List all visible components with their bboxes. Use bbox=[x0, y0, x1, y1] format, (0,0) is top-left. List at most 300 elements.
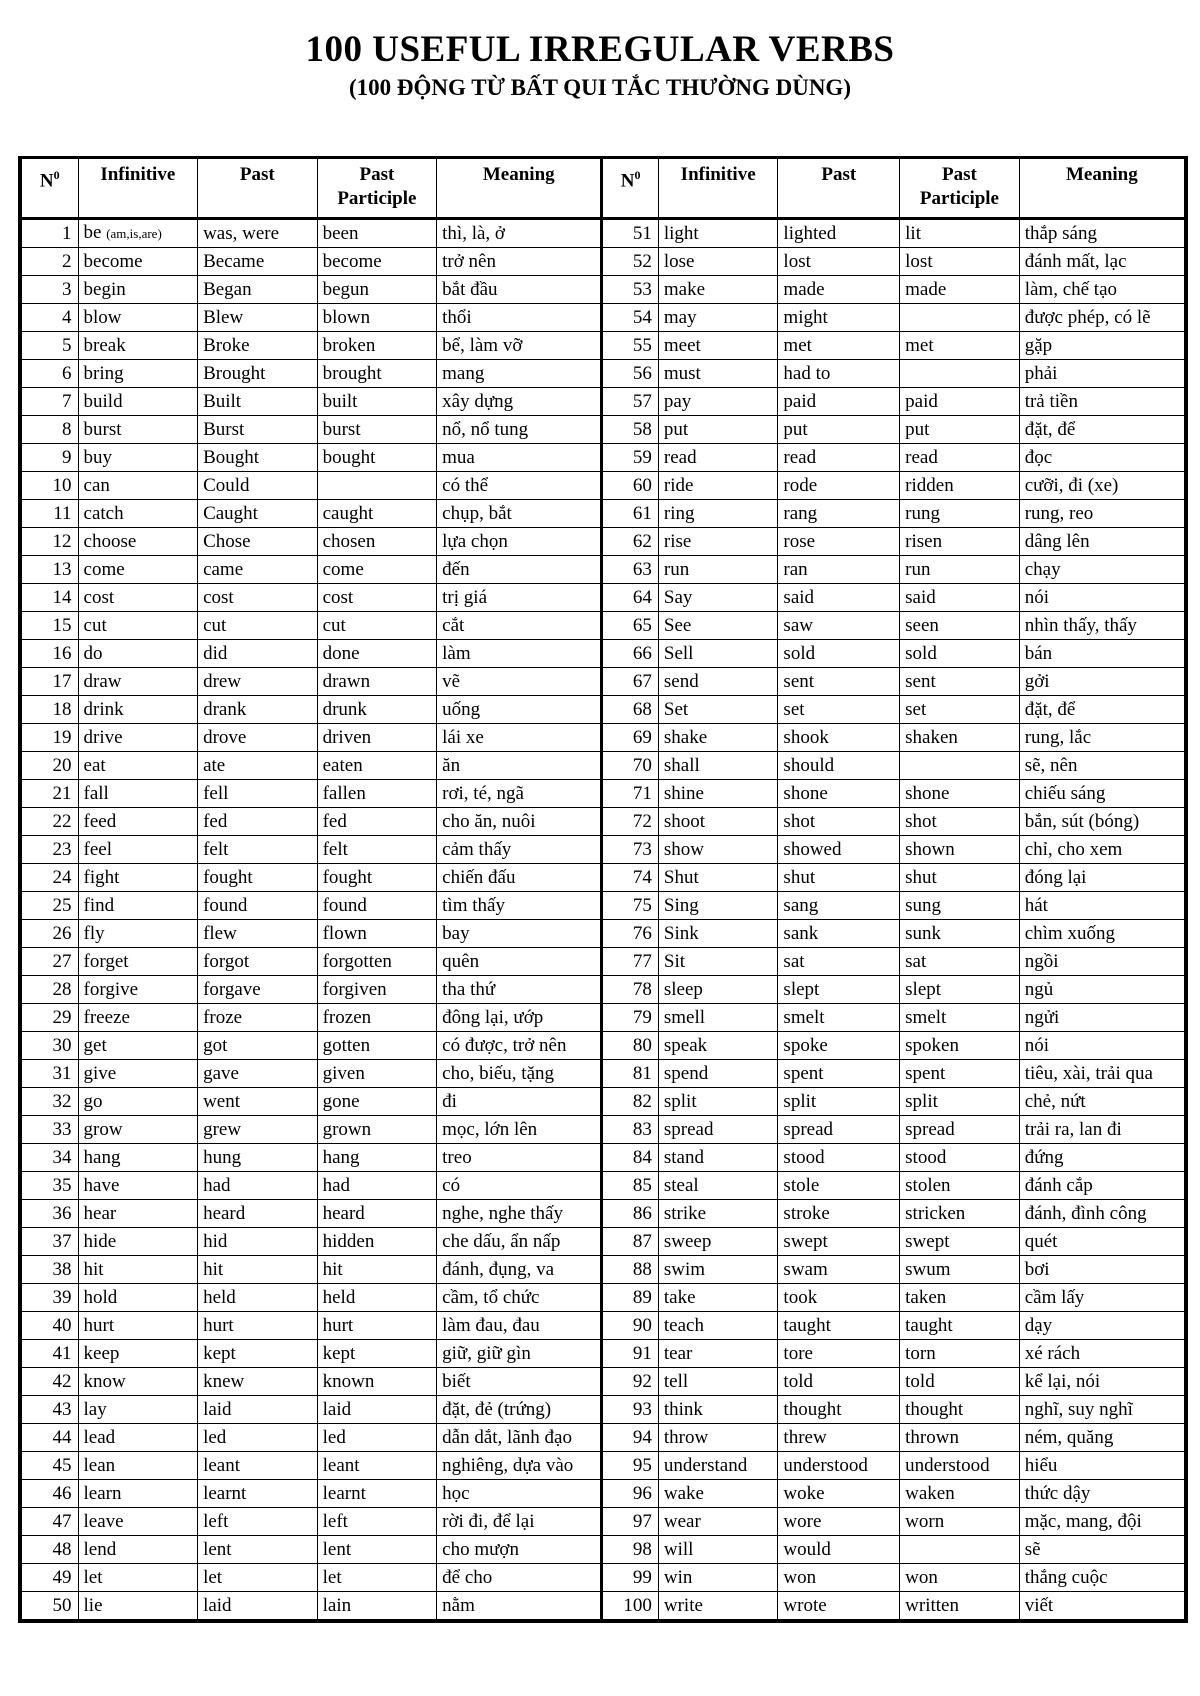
verb-past: lent bbox=[198, 1536, 318, 1564]
table-row bbox=[22, 1144, 1185, 1172]
verb-meaning: xây dựng bbox=[437, 388, 602, 416]
verb-meaning: hát bbox=[1019, 892, 1184, 920]
verb-meaning: viết bbox=[1019, 1592, 1184, 1620]
verb-number: 36 bbox=[22, 1200, 79, 1228]
verb-past-participle: said bbox=[900, 584, 1020, 612]
verb-infinitive-text: grow bbox=[83, 1118, 123, 1140]
verb-infinitive bbox=[658, 780, 778, 808]
verb-number: 38 bbox=[22, 1256, 79, 1284]
verb-infinitive-text: burst bbox=[83, 418, 122, 440]
verb-infinitive-text: light bbox=[663, 222, 699, 244]
verb-infinitive bbox=[78, 808, 198, 836]
verb-infinitive bbox=[78, 1396, 198, 1424]
verb-meaning: biết bbox=[437, 1368, 602, 1396]
verb-past-participle: sent bbox=[900, 668, 1020, 696]
verb-infinitive bbox=[78, 1368, 198, 1396]
verb-past-participle: rung bbox=[900, 500, 1020, 528]
verb-past-participle: leant bbox=[317, 1452, 437, 1480]
verb-past-participle bbox=[900, 752, 1020, 780]
verb-past-participle: chosen bbox=[317, 528, 437, 556]
verb-number: 25 bbox=[22, 892, 79, 920]
table-row bbox=[22, 472, 1185, 500]
verb-infinitive-text: teach bbox=[663, 1314, 704, 1336]
verb-past-participle: fed bbox=[317, 808, 437, 836]
verb-meaning: nghĩ, suy nghĩ bbox=[1019, 1396, 1184, 1424]
verb-infinitive-text: pay bbox=[663, 390, 692, 412]
verb-number: 46 bbox=[22, 1480, 79, 1508]
verb-past: saw bbox=[778, 612, 900, 640]
verb-past-participle: hidden bbox=[317, 1228, 437, 1256]
verb-past-participle: heard bbox=[317, 1200, 437, 1228]
verb-infinitive bbox=[658, 668, 778, 696]
verb-past-participle: gotten bbox=[317, 1032, 437, 1060]
verb-past-participle: done bbox=[317, 640, 437, 668]
verb-number: 40 bbox=[22, 1312, 79, 1340]
verb-past-participle: eaten bbox=[317, 752, 437, 780]
verb-infinitive-text: choose bbox=[83, 530, 137, 552]
verb-number: 63 bbox=[602, 556, 659, 584]
verb-number: 35 bbox=[22, 1172, 79, 1200]
verb-past-participle: broken bbox=[317, 332, 437, 360]
verb-infinitive-text: blow bbox=[83, 306, 122, 328]
verb-past: fell bbox=[198, 780, 318, 808]
verb-meaning: nghiêng, dựa vào bbox=[437, 1452, 602, 1480]
verb-past-participle: shaken bbox=[900, 724, 1020, 752]
verb-meaning: cho mượn bbox=[437, 1536, 602, 1564]
verb-infinitive bbox=[658, 1060, 778, 1088]
verb-past-participle: thrown bbox=[900, 1424, 1020, 1452]
verb-number: 5 bbox=[22, 332, 79, 360]
verb-meaning: gởi bbox=[1019, 668, 1184, 696]
table-row bbox=[22, 584, 1185, 612]
verb-number: 39 bbox=[22, 1284, 79, 1312]
verb-infinitive bbox=[78, 388, 198, 416]
verb-infinitive-text: throw bbox=[663, 1426, 709, 1448]
verb-infinitive-text: find bbox=[83, 894, 115, 916]
verb-past-participle: found bbox=[317, 892, 437, 920]
verb-number: 90 bbox=[602, 1312, 659, 1340]
verb-infinitive bbox=[78, 1424, 198, 1452]
verb-infinitive bbox=[78, 556, 198, 584]
verb-infinitive bbox=[658, 528, 778, 556]
verb-past: made bbox=[778, 276, 900, 304]
table-row bbox=[22, 920, 1185, 948]
verb-infinitive bbox=[658, 1396, 778, 1424]
verb-meaning: che dấu, ẩn nấp bbox=[437, 1228, 602, 1256]
table-row bbox=[22, 1228, 1185, 1256]
verb-infinitive bbox=[78, 1536, 198, 1564]
verb-past-participle: cut bbox=[317, 612, 437, 640]
verb-past: spent bbox=[778, 1060, 900, 1088]
verb-past: threw bbox=[778, 1424, 900, 1452]
verb-past-participle: come bbox=[317, 556, 437, 584]
verb-meaning: nằm bbox=[437, 1592, 602, 1620]
verb-infinitive bbox=[658, 1536, 778, 1564]
verb-meaning: kể lại, nói bbox=[1019, 1368, 1184, 1396]
verb-past: taught bbox=[778, 1312, 900, 1340]
verb-past: fed bbox=[198, 808, 318, 836]
table-row bbox=[22, 612, 1185, 640]
verb-number: 49 bbox=[22, 1564, 79, 1592]
verb-infinitive bbox=[78, 500, 198, 528]
verb-number: 79 bbox=[602, 1004, 659, 1032]
verb-infinitive bbox=[78, 640, 198, 668]
verb-number: 88 bbox=[602, 1256, 659, 1284]
verb-number: 12 bbox=[22, 528, 79, 556]
verb-past-participle: burst bbox=[317, 416, 437, 444]
verb-meaning: nhìn thấy, thấy bbox=[1019, 612, 1184, 640]
verb-past: lighted bbox=[778, 219, 900, 248]
verb-number: 50 bbox=[22, 1592, 79, 1620]
verb-meaning: nổ, nổ tung bbox=[437, 416, 602, 444]
verb-infinitive-text: lay bbox=[83, 1398, 107, 1420]
verb-past-participle: drawn bbox=[317, 668, 437, 696]
verb-infinitive-text: draw bbox=[83, 670, 122, 692]
verb-past: heard bbox=[198, 1200, 318, 1228]
verb-infinitive bbox=[658, 500, 778, 528]
verb-meaning: mọc, lớn lên bbox=[437, 1116, 602, 1144]
verb-past: led bbox=[198, 1424, 318, 1452]
verb-past: wrote bbox=[778, 1592, 900, 1620]
verb-meaning: trị giá bbox=[437, 584, 602, 612]
verb-past: won bbox=[778, 1564, 900, 1592]
verb-number: 34 bbox=[22, 1144, 79, 1172]
verb-number: 59 bbox=[602, 444, 659, 472]
verb-infinitive-text: feed bbox=[83, 810, 117, 832]
verb-infinitive bbox=[658, 920, 778, 948]
verb-infinitive-text: learn bbox=[83, 1482, 122, 1504]
verb-past-participle: grown bbox=[317, 1116, 437, 1144]
verb-infinitive-text: spread bbox=[663, 1118, 714, 1140]
table-row bbox=[22, 416, 1185, 444]
verb-past: Broke bbox=[198, 332, 318, 360]
verb-infinitive bbox=[78, 780, 198, 808]
verb-meaning: uống bbox=[437, 696, 602, 724]
verb-meaning: cầm lấy bbox=[1019, 1284, 1184, 1312]
verb-meaning: đến bbox=[437, 556, 602, 584]
verb-infinitive-text: keep bbox=[83, 1342, 120, 1364]
verb-infinitive-text: ride bbox=[663, 474, 694, 496]
verb-past-participle: blown bbox=[317, 304, 437, 332]
verb-past-participle: lain bbox=[317, 1592, 437, 1620]
verb-meaning: làm bbox=[437, 640, 602, 668]
verb-past: took bbox=[778, 1284, 900, 1312]
verb-infinitive-text: stand bbox=[663, 1146, 704, 1168]
verb-meaning: rời đi, để lại bbox=[437, 1508, 602, 1536]
verb-past: cost bbox=[198, 584, 318, 612]
verb-infinitive bbox=[78, 1340, 198, 1368]
verb-past-participle: felt bbox=[317, 836, 437, 864]
verb-infinitive bbox=[658, 584, 778, 612]
verb-infinitive-text: know bbox=[83, 1370, 126, 1392]
verb-infinitive-text: lend bbox=[83, 1538, 117, 1560]
verb-infinitive-text: lead bbox=[83, 1426, 116, 1448]
verb-infinitive bbox=[78, 1004, 198, 1032]
verb-meaning: vẽ bbox=[437, 668, 602, 696]
verb-infinitive-text: fight bbox=[83, 866, 120, 888]
table-row bbox=[22, 1312, 1185, 1340]
header-past: Past bbox=[198, 159, 318, 219]
verb-past: lost bbox=[778, 248, 900, 276]
verb-number: 23 bbox=[22, 836, 79, 864]
verb-infinitive bbox=[658, 472, 778, 500]
verb-infinitive bbox=[658, 1480, 778, 1508]
table-row bbox=[22, 752, 1185, 780]
verb-past: shot bbox=[778, 808, 900, 836]
verb-meaning: chụp, bắt bbox=[437, 500, 602, 528]
verb-meaning: chỉ, cho xem bbox=[1019, 836, 1184, 864]
verb-infinitive bbox=[658, 1508, 778, 1536]
verb-past-participle: risen bbox=[900, 528, 1020, 556]
verb-infinitive bbox=[658, 276, 778, 304]
verb-past-participle: read bbox=[900, 444, 1020, 472]
verb-number: 17 bbox=[22, 668, 79, 696]
verb-number: 84 bbox=[602, 1144, 659, 1172]
verb-meaning: dâng lên bbox=[1019, 528, 1184, 556]
verb-meaning: cắt bbox=[437, 612, 602, 640]
verb-infinitive-text: give bbox=[83, 1062, 117, 1084]
table-row bbox=[22, 1256, 1185, 1284]
verb-infinitive bbox=[658, 724, 778, 752]
verb-meaning: trải ra, lan đi bbox=[1019, 1116, 1184, 1144]
verb-past: found bbox=[198, 892, 318, 920]
verb-past-participle: waken bbox=[900, 1480, 1020, 1508]
verb-meaning: ngửi bbox=[1019, 1004, 1184, 1032]
verb-past-participle: stolen bbox=[900, 1172, 1020, 1200]
verb-infinitive bbox=[658, 836, 778, 864]
verb-infinitive bbox=[78, 276, 198, 304]
verb-meaning: dạy bbox=[1019, 1312, 1184, 1340]
verb-infinitive bbox=[78, 1172, 198, 1200]
verb-number: 10 bbox=[22, 472, 79, 500]
table-row bbox=[22, 668, 1185, 696]
verb-past-participle: hang bbox=[317, 1144, 437, 1172]
verb-number: 70 bbox=[602, 752, 659, 780]
verb-number: 58 bbox=[602, 416, 659, 444]
verb-infinitive bbox=[658, 1228, 778, 1256]
verb-meaning: thắp sáng bbox=[1019, 219, 1184, 248]
table-row bbox=[22, 1172, 1185, 1200]
verb-infinitive bbox=[658, 1116, 778, 1144]
verb-past-participle: frozen bbox=[317, 1004, 437, 1032]
verb-infinitive-text: catch bbox=[83, 502, 124, 524]
verb-infinitive bbox=[78, 332, 198, 360]
verb-past: felt bbox=[198, 836, 318, 864]
verb-number: 22 bbox=[22, 808, 79, 836]
verb-past: let bbox=[198, 1564, 318, 1592]
verb-number: 81 bbox=[602, 1060, 659, 1088]
verb-infinitive-text: meet bbox=[663, 334, 701, 356]
verb-meaning: bán bbox=[1019, 640, 1184, 668]
verb-number: 30 bbox=[22, 1032, 79, 1060]
verb-past: held bbox=[198, 1284, 318, 1312]
verb-infinitive bbox=[658, 976, 778, 1004]
verb-infinitive-text: shine bbox=[663, 782, 704, 804]
verb-infinitive bbox=[78, 948, 198, 976]
verb-number: 21 bbox=[22, 780, 79, 808]
verb-infinitive bbox=[78, 612, 198, 640]
verb-past: paid bbox=[778, 388, 900, 416]
verb-past-participle: smelt bbox=[900, 1004, 1020, 1032]
verb-meaning: cho, biếu, tặng bbox=[437, 1060, 602, 1088]
verb-infinitive-text: drive bbox=[83, 726, 123, 748]
verb-infinitive-note: (am,is,are) bbox=[106, 226, 162, 241]
verb-past: did bbox=[198, 640, 318, 668]
verb-past: hid bbox=[198, 1228, 318, 1256]
verb-meaning: đánh, đình công bbox=[1019, 1200, 1184, 1228]
verb-past-participle: met bbox=[900, 332, 1020, 360]
verb-number: 51 bbox=[602, 219, 659, 248]
verb-number: 65 bbox=[602, 612, 659, 640]
verb-past-participle: taught bbox=[900, 1312, 1020, 1340]
table-header-row bbox=[22, 159, 1185, 219]
verb-meaning: tha thứ bbox=[437, 976, 602, 1004]
verb-meaning: bắn, sút (bóng) bbox=[1019, 808, 1184, 836]
verb-meaning: tiêu, xài, trải qua bbox=[1019, 1060, 1184, 1088]
verb-meaning: ăn bbox=[437, 752, 602, 780]
verb-past-participle: ridden bbox=[900, 472, 1020, 500]
verb-number: 93 bbox=[602, 1396, 659, 1424]
table-row bbox=[22, 640, 1185, 668]
verb-number: 87 bbox=[602, 1228, 659, 1256]
verb-infinitive-text: begin bbox=[83, 278, 126, 300]
verb-infinitive bbox=[658, 1592, 778, 1620]
table-row bbox=[22, 1284, 1185, 1312]
verb-number: 60 bbox=[602, 472, 659, 500]
table-row bbox=[22, 304, 1185, 332]
verb-number: 20 bbox=[22, 752, 79, 780]
verb-infinitive bbox=[658, 360, 778, 388]
verb-past: slept bbox=[778, 976, 900, 1004]
verb-infinitive bbox=[658, 808, 778, 836]
verb-meaning: rung, lắc bbox=[1019, 724, 1184, 752]
verb-past: drew bbox=[198, 668, 318, 696]
verb-infinitive-text: Sell bbox=[663, 642, 694, 664]
verb-number: 33 bbox=[22, 1116, 79, 1144]
verb-meaning: sẽ, nên bbox=[1019, 752, 1184, 780]
verb-infinitive-text: take bbox=[663, 1286, 696, 1308]
verb-meaning: sẽ bbox=[1019, 1536, 1184, 1564]
verb-number: 71 bbox=[602, 780, 659, 808]
verb-infinitive bbox=[78, 752, 198, 780]
table-row bbox=[22, 1340, 1185, 1368]
verb-meaning: có thể bbox=[437, 472, 602, 500]
verb-past-participle: fallen bbox=[317, 780, 437, 808]
verb-past-participle: laid bbox=[317, 1396, 437, 1424]
verb-infinitive-text: fall bbox=[83, 782, 109, 804]
verb-infinitive bbox=[78, 1508, 198, 1536]
verb-past-participle: sat bbox=[900, 948, 1020, 976]
verb-meaning: giữ, giữ gìn bbox=[437, 1340, 602, 1368]
verb-meaning: đặt, đẻ (trứng) bbox=[437, 1396, 602, 1424]
verb-infinitive-text: will bbox=[663, 1538, 694, 1560]
verb-infinitive bbox=[658, 304, 778, 332]
verb-past: wore bbox=[778, 1508, 900, 1536]
verb-number: 94 bbox=[602, 1424, 659, 1452]
verb-infinitive bbox=[78, 1088, 198, 1116]
header-meaning: Meaning bbox=[437, 159, 602, 219]
verb-past: leant bbox=[198, 1452, 318, 1480]
verb-past: Burst bbox=[198, 416, 318, 444]
verb-number: 43 bbox=[22, 1396, 79, 1424]
irregular-verbs-table bbox=[21, 159, 1185, 1620]
verb-past: grew bbox=[198, 1116, 318, 1144]
verb-infinitive-text: sleep bbox=[663, 978, 703, 1000]
verb-meaning: lựa chọn bbox=[437, 528, 602, 556]
verb-past-participle: known bbox=[317, 1368, 437, 1396]
verb-number: 47 bbox=[22, 1508, 79, 1536]
table-row bbox=[22, 1592, 1185, 1620]
verb-number: 62 bbox=[602, 528, 659, 556]
verb-past: flew bbox=[198, 920, 318, 948]
verb-meaning: cảm thấy bbox=[437, 836, 602, 864]
verb-infinitive-text: can bbox=[83, 474, 110, 496]
verb-infinitive-text: hang bbox=[83, 1146, 121, 1168]
verb-past-participle: spent bbox=[900, 1060, 1020, 1088]
verb-number: 44 bbox=[22, 1424, 79, 1452]
verb-infinitive-text: rise bbox=[663, 530, 692, 552]
table-row bbox=[22, 1480, 1185, 1508]
verb-past-participle: written bbox=[900, 1592, 1020, 1620]
verb-infinitive bbox=[658, 864, 778, 892]
verb-past: hit bbox=[198, 1256, 318, 1284]
verb-meaning: đặt, để bbox=[1019, 696, 1184, 724]
verb-past-participle: led bbox=[317, 1424, 437, 1452]
verb-past: stroke bbox=[778, 1200, 900, 1228]
verb-infinitive bbox=[78, 444, 198, 472]
verb-infinitive-text: shall bbox=[663, 754, 700, 776]
verb-number: 28 bbox=[22, 976, 79, 1004]
verb-infinitive bbox=[78, 1312, 198, 1340]
verb-past-participle: spoken bbox=[900, 1032, 1020, 1060]
verb-past: froze bbox=[198, 1004, 318, 1032]
verb-number: 97 bbox=[602, 1508, 659, 1536]
verb-past-participle: set bbox=[900, 696, 1020, 724]
verb-infinitive-text: write bbox=[663, 1594, 703, 1616]
header-meaning: Meaning bbox=[1019, 159, 1184, 219]
verb-past: rang bbox=[778, 500, 900, 528]
verb-number: 19 bbox=[22, 724, 79, 752]
verb-infinitive-text: become bbox=[83, 250, 143, 272]
verb-infinitive bbox=[78, 1144, 198, 1172]
verb-infinitive-text: smell bbox=[663, 1006, 706, 1028]
verb-meaning: chiếu sáng bbox=[1019, 780, 1184, 808]
verb-infinitive-text: run bbox=[663, 558, 690, 580]
verb-number: 48 bbox=[22, 1536, 79, 1564]
verb-meaning: học bbox=[437, 1480, 602, 1508]
verb-past-participle: thought bbox=[900, 1396, 1020, 1424]
verb-meaning: thì, là, ở bbox=[437, 219, 602, 248]
verb-past-participle: driven bbox=[317, 724, 437, 752]
verb-meaning: trở nên bbox=[437, 248, 602, 276]
verb-number: 53 bbox=[602, 276, 659, 304]
verb-infinitive bbox=[78, 1060, 198, 1088]
verb-number: 11 bbox=[22, 500, 79, 528]
verb-infinitive bbox=[658, 1312, 778, 1340]
verb-infinitive-text: put bbox=[663, 418, 689, 440]
verb-infinitive bbox=[658, 948, 778, 976]
verb-past: Bought bbox=[198, 444, 318, 472]
verb-number: 89 bbox=[602, 1284, 659, 1312]
verb-number: 15 bbox=[22, 612, 79, 640]
verb-infinitive bbox=[658, 1340, 778, 1368]
verb-past: Blew bbox=[198, 304, 318, 332]
verb-infinitive bbox=[78, 304, 198, 332]
table-row bbox=[22, 360, 1185, 388]
verb-past-participle: left bbox=[317, 1508, 437, 1536]
verb-infinitive bbox=[658, 1256, 778, 1284]
header-number: $N^0$ bbox=[22, 159, 79, 219]
